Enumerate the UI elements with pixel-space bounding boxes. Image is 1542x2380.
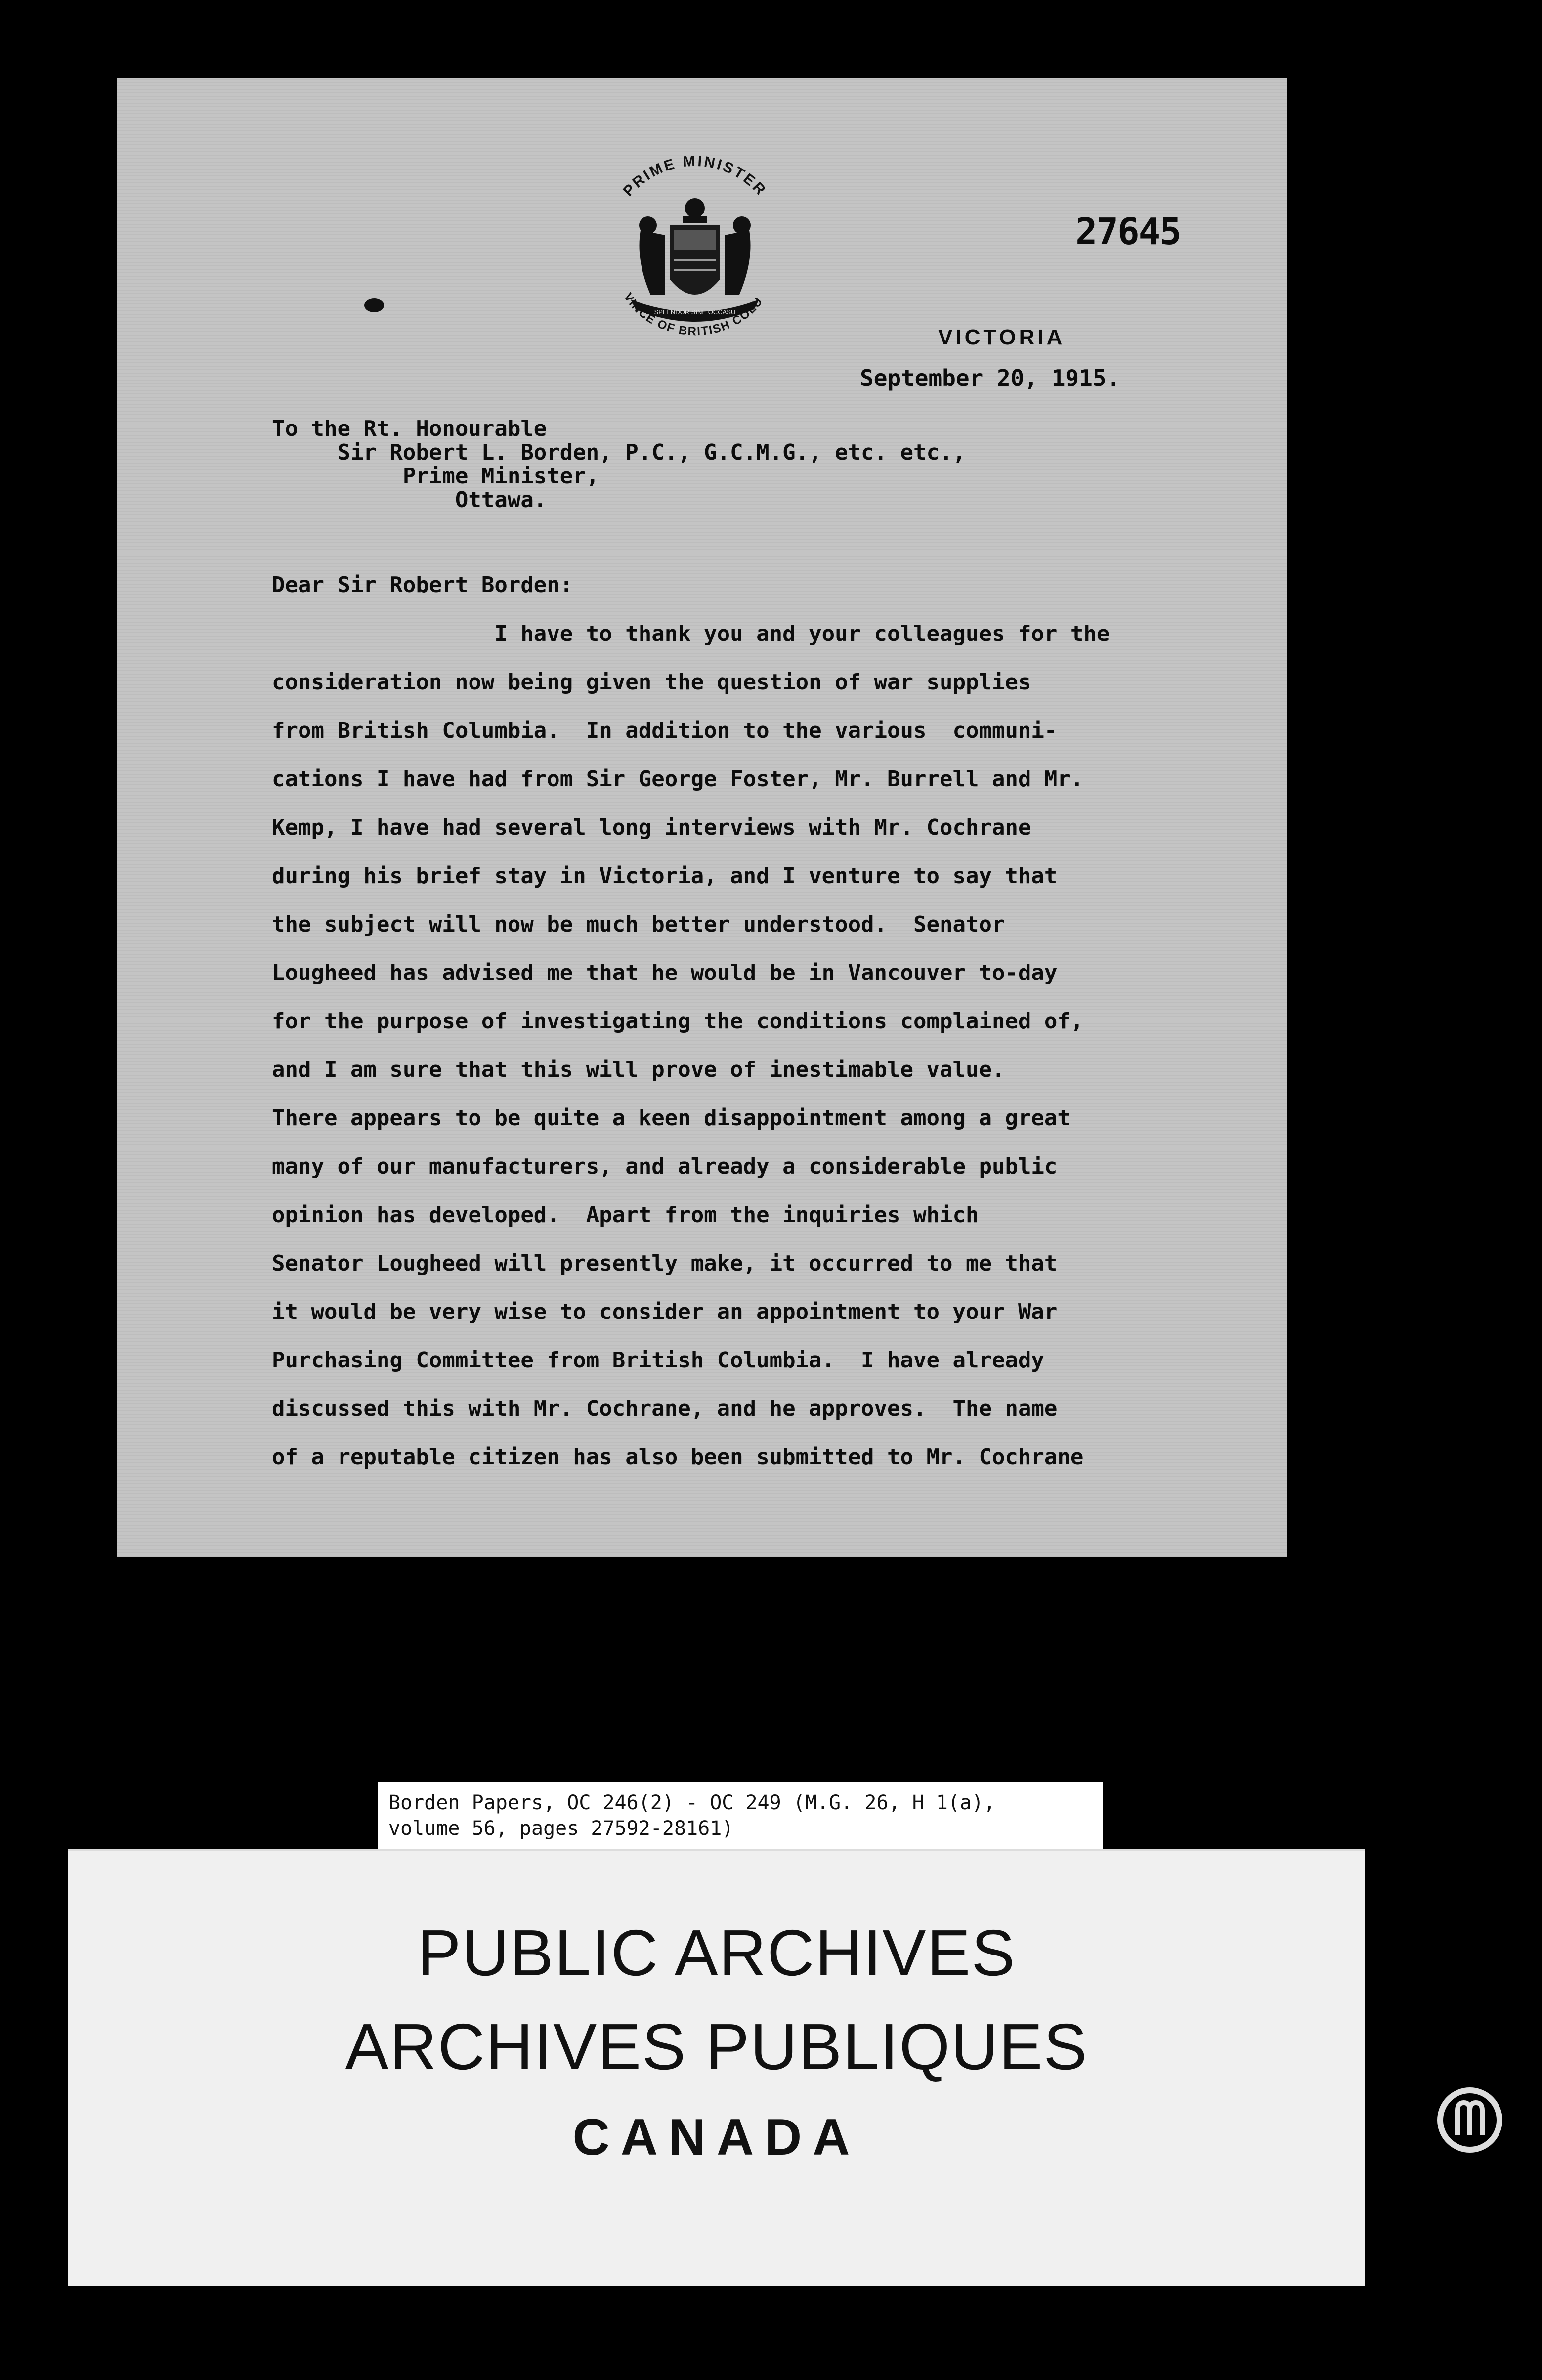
ink-blot <box>362 296 386 315</box>
body-line: from British Columbia. In addition to the various communi- <box>272 718 1058 743</box>
archives-card <box>68 1849 1365 2286</box>
reference-line-2: volume 56, pages 27592-28161) <box>388 1817 734 1840</box>
crest-bottom-text: VINCE OF BRITISH COLU <box>621 290 766 339</box>
address-line: Sir Robert L. Borden, P.C., G.C.M.G., etc. etc., <box>272 440 966 465</box>
letter-page <box>117 78 1287 1557</box>
reference-line-1: Borden Papers, OC 246(2) - OC 249 (M.G. 26, H 1(a), <box>388 1791 996 1814</box>
letter-date: September 20, 1915. <box>860 365 1120 391</box>
archives-title-fr: ARCHIVES PUBLIQUES <box>345 2010 1088 2083</box>
letter-city: VICTORIA <box>938 325 1066 349</box>
svg-text:PRIME MINISTER <box>620 153 770 199</box>
body-line: Purchasing Committee from British Columbia. I have already <box>272 1348 1044 1373</box>
crest-motto: SPLENDOR SINE OCCASU <box>654 308 736 316</box>
body-line: many of our manufacturers, and already a considerable public <box>272 1154 1058 1179</box>
letter-body <box>272 610 1211 1482</box>
body-line: Kemp, I have had several long interviews with Mr. Cochrane <box>272 815 1031 840</box>
crest-top-text: PRIME MINISTER <box>620 153 770 200</box>
body-line: Lougheed has advised me that he would be in Vancouver to-day <box>272 960 1058 985</box>
body-line: cations I have had from Sir George Foster, Mr. Burrell and Mr. <box>272 766 1084 792</box>
archives-country: CANADA <box>572 2109 861 2166</box>
body-line: for the purpose of investigating the conditions complained of, <box>272 1009 1084 1034</box>
document-number: 27645 <box>1075 211 1181 253</box>
coat-of-arms-icon <box>591 151 799 364</box>
body-line: There appears to be quite a keen disappointment among a great <box>272 1105 1071 1131</box>
body-line: it would be very wise to consider an appointment to your War <box>272 1299 1058 1324</box>
archives-title-en: PUBLIC ARCHIVES <box>417 1916 1016 1989</box>
reference-label <box>378 1782 1103 1852</box>
address-line: To the Rt. Honourable <box>272 416 547 441</box>
body-line: during his brief stay in Victoria, and I venture to say that <box>272 863 1058 889</box>
body-line: Senator Lougheed will presently make, it occurred to me that <box>272 1251 1058 1276</box>
body-line: of a reputable citizen has also been submitted to Mr. Cochrane <box>272 1445 1084 1470</box>
body-line: the subject will now be much better understood. Senator <box>272 912 1005 937</box>
salutation: Dear Sir Robert Borden: <box>272 572 573 597</box>
body-line: I have to thank you and your colleagues for the <box>272 621 1110 646</box>
body-line: discussed this with Mr. Cochrane, and he approves. The name <box>272 1396 1058 1421</box>
body-line: and I am sure that this will prove of inestimable value. <box>272 1057 1005 1082</box>
recipient-address <box>272 417 966 512</box>
microfilm-logo-icon <box>1435 2081 1504 2160</box>
body-line: consideration now being given the question of war supplies <box>272 670 1031 695</box>
body-line: opinion has developed. Apart from the inquiries which <box>272 1202 979 1228</box>
address-line: Ottawa. <box>272 487 547 512</box>
address-line: Prime Minister, <box>272 464 600 489</box>
